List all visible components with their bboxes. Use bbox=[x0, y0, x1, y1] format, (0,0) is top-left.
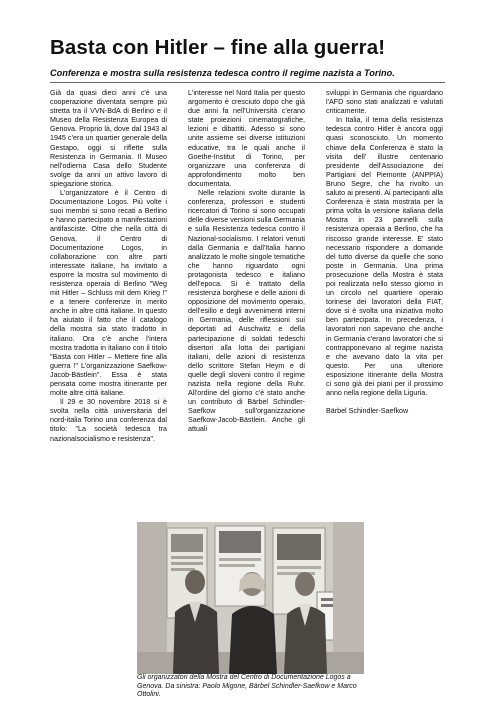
paragraph: sviluppi in Germania che riguardano l'AFD sono stati analizzati e valutati criticamente. bbox=[326, 89, 443, 116]
photo-illustration bbox=[137, 522, 364, 674]
paragraph: Il 29 e 30 novembre 2018 si è svolta nella città universitaria del nord-italia Torino una conferenza dal titolo: "La società tedesca tra nazionalsocialismo e resistenza". bbox=[50, 398, 167, 443]
text-column-1 bbox=[50, 89, 167, 444]
group-photo bbox=[137, 522, 364, 674]
title-divider bbox=[50, 82, 445, 83]
paragraph: L'interesse nel Nord Italia per questo argomento è cresciuto dopo che già due anni fa nell'Università c'erano state proiezioni cinematografiche, lezioni e dibattiti. Adesso si sono unite assieme sei diverse istituzioni educative, tra le quali anche il Goethe-Institut di Torino, per organizzare una conferenza di approfondimento molto ben documentata. bbox=[188, 89, 305, 188]
paragraph: Nelle relazioni svolte durante la conferenza, professori e studenti ricercatori di Torino si sono occupati delle diverse versioni sulla Germania e sulla Resistenza tedesca contro il Nazional-socialismo. I relatori venuti dalla Germania e dall'Italia hanno analizzato le molte singole tematiche che hanno riguardato ogni protagonista tedesco e italiano dell'epoca. Si è trattato della resistenza borghese e delle azioni di opposizione del movimento operaio, dell'esilio e degli avvenimenti interni in Germania, delle riflessioni sui deportati ad Auschwitz e della partecipazione di soldati tedeschi disertori alla lotta dei partigiani italiani, delle azioni di resistenza dello scrittore Stefan Heym e di quelle degli sloveni contro il regime nazista nella regione della Ruhr. All'ordine del giorno c'è stato anche un contributo di Bärbel Schindler-Saefkow sull'organizzazione Saefkow-Jacob-Bästlein. Anche gli attuali bbox=[188, 189, 305, 434]
article-title: Basta con Hitler – fine alla guerra! bbox=[50, 36, 386, 59]
article-subtitle: Conferenza e mostra sulla resistenza tedesca contro il regime nazista a Torino. bbox=[50, 68, 395, 78]
paragraph: L'organizzatore è il Centro di Documentazione Logos. Più volte i suoi membri si sono recati a Berlino e hanno partecipato a manifestazioni antifasciste. Oltre che nella città di Genova, il Centro di Documentazione Logos, in collaborazione con altre parti interessate italiane, ha invitato a esporre la mostra sul movimento di resistenza operaia di Berlino "Weg mit Hitler – Schluss mit dem Krieg !" e a tenere conferenze in merito anche in altre città italiane. In questo ha aiutato il fatto che il catalogo della mostra sia stato tradotto in italiano. Ora c'è anche l'intera mostra tradotta in italiano con il titolo "Basta con Hitler – Mettere fine alla guerra !" L'organizzazione Saefkow-Jacob-Bästlein". Essa è stata pensata come mostra itinerante per molte altre città italiane. bbox=[50, 189, 167, 398]
paragraph: Già da quasi dieci anni c'è una cooperazione diventata sempre più stretta tra il VVN-BdA di Berlino e il Museo della Resistenza Europea di Genova. Proprio là, dove dal 1943 al 1945 c'era un quartier generale della Gestapo, oggi si riflette sulla Resistenza in Germania. Il Museo nell'odierna Casa dello Studente svolge da anni un attivo lavoro di spiegazione storica. bbox=[50, 89, 167, 188]
paragraph: In Italia, il tema della resistenza tedesca contro Hitler è ancora oggi quasi sconosciuto. Un momento chiave della Conferenza è stato la visita dell' illustre centenario presidente dell'Associazione dei Partigiani del Piemonte (ANPPIA) Bruno Segre, che ha rivolto un saluto ai presenti. Ai partecipanti alla Conferenza è stata mostrata per la prima volta la versione italiana della Mostra in 23 pannelli sulla resistenza operaia a Berlino, che ha riscosso grande interesse. E' stato necessario rispondere a domande del tutto diverse da quelle che sono poste in Germania. Una prima prosecuzione della Mostra è stata poi realizzata nello stesso giorno in un circolo nel quartiere operaio torinese dei lavoratori della FIAT, dove si è svolta una iniziativa molto ben partecipata. In precedenza, i lavoratori non sapevano che anche in Germania c'erano lavoratori che si contrapponevano al regime nazista e che avevano dato la vita per questo. Per una ulteriore esposizione itinerante della Mostra ci sono già dei piani per il prossimo anno nella regione della Liguria. bbox=[326, 116, 443, 398]
text-column-3 bbox=[326, 89, 443, 416]
author-signature: Bärbel Schindler-Saefkow bbox=[326, 407, 409, 416]
photo-caption: Gli organizzatori della Mostra del Centro di Documentazione Logos a Genova. Da sinistra: Paolo Migone, Bärbel Schindler-Saefkow e Marco Ottolini. bbox=[137, 674, 357, 699]
text-column-2 bbox=[188, 89, 305, 435]
